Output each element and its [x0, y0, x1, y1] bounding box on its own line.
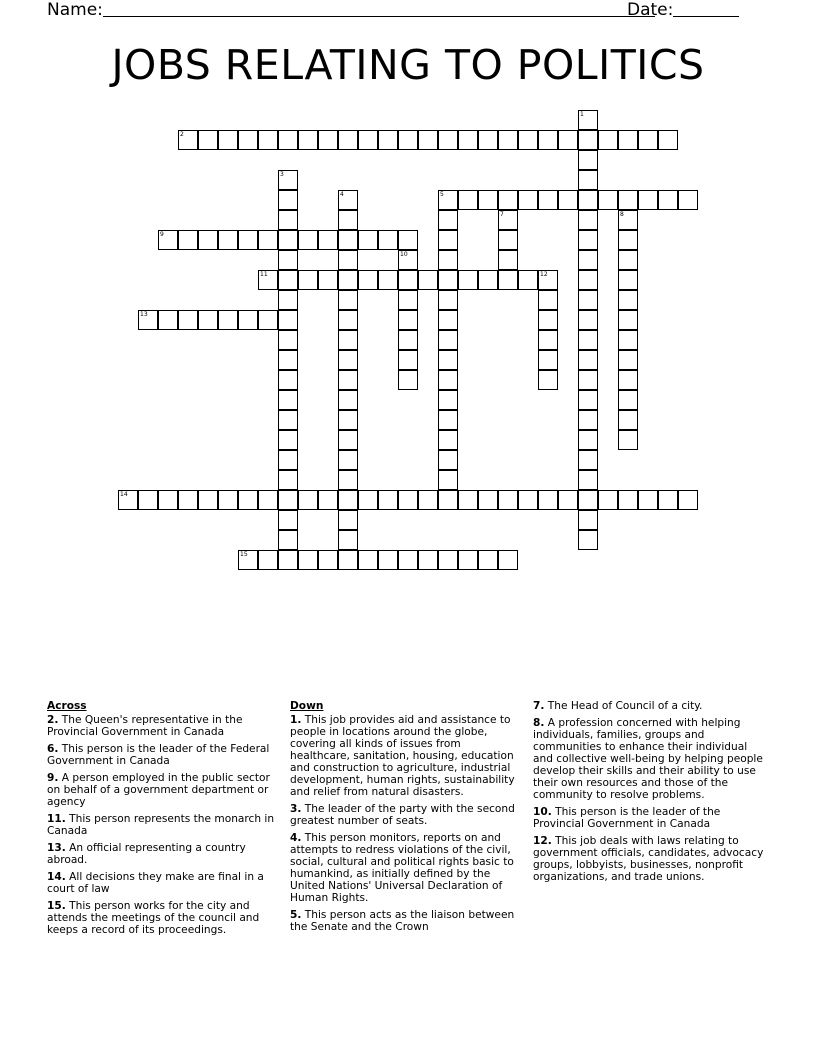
grid-cell[interactable] — [498, 550, 518, 570]
grid-cell[interactable] — [298, 230, 318, 250]
grid-cell[interactable] — [378, 550, 398, 570]
grid-cell[interactable] — [258, 550, 278, 570]
grid-cell[interactable] — [438, 550, 458, 570]
grid-cell[interactable] — [578, 190, 598, 210]
grid-cell[interactable] — [578, 410, 598, 430]
name-field[interactable] — [103, 16, 655, 17]
grid-cell[interactable] — [578, 470, 598, 490]
grid-cell[interactable] — [398, 230, 418, 250]
grid-cell[interactable] — [278, 290, 298, 310]
grid-cell[interactable] — [658, 490, 678, 510]
grid-cell[interactable] — [138, 310, 158, 330]
clue — [47, 871, 279, 895]
grid-cell[interactable] — [578, 350, 598, 370]
clue-number: 1. — [290, 714, 302, 726]
grid-cell[interactable] — [158, 230, 178, 250]
clue-text: A person employed in the public sector on behalf of a government department or agency — [47, 772, 270, 808]
clue — [290, 714, 522, 798]
clue-text: The leader of the party with the second greatest number of seats. — [290, 803, 515, 827]
clue-text: The Head of Council of a city. — [544, 700, 703, 712]
grid-cell[interactable] — [578, 270, 598, 290]
grid-cell[interactable] — [618, 190, 638, 210]
clue-text: All decisions they make are final in a court of law — [47, 871, 264, 895]
grid-cell[interactable] — [298, 270, 318, 290]
grid-cell[interactable] — [338, 430, 358, 450]
clue-number: 9. — [47, 772, 59, 784]
grid-cell[interactable] — [218, 490, 238, 510]
grid-cell[interactable] — [158, 310, 178, 330]
grid-cell[interactable] — [618, 410, 638, 430]
clue — [47, 842, 279, 866]
grid-cell[interactable] — [398, 250, 418, 270]
grid-cell[interactable] — [258, 270, 278, 290]
grid-cell[interactable] — [318, 230, 338, 250]
clue-text: This person is the leader of the Federal Government in Canada — [47, 743, 270, 767]
grid-cell[interactable] — [278, 550, 298, 570]
grid-cell[interactable] — [578, 490, 598, 510]
grid-cell[interactable] — [578, 150, 598, 170]
grid-cell[interactable] — [578, 230, 598, 250]
clue-number: 11. — [47, 813, 66, 825]
grid-cell[interactable] — [178, 230, 198, 250]
grid-cell[interactable] — [438, 290, 458, 310]
clue — [533, 806, 765, 830]
date-label: Date: — [627, 0, 674, 20]
grid-cell[interactable] — [518, 270, 538, 290]
clue-number: 14 — [120, 491, 128, 498]
grid-cell[interactable] — [438, 350, 458, 370]
clue-text: This person monitors, reports on and attempts to redress violations of the civil, social, cultural and political rights basic to humankind, as initially defined by the United Nations' Universal Declaration of Human Rights. — [290, 832, 514, 904]
grid-cell[interactable] — [218, 310, 238, 330]
grid-cell[interactable] — [618, 350, 638, 370]
grid-cell[interactable] — [498, 230, 518, 250]
grid-cell[interactable] — [618, 130, 638, 150]
clue-number: 2. — [47, 714, 59, 726]
grid-cell[interactable] — [558, 190, 578, 210]
grid-cell[interactable] — [618, 490, 638, 510]
grid-cell[interactable] — [538, 190, 558, 210]
grid-cell[interactable] — [338, 410, 358, 430]
grid-cell[interactable] — [458, 550, 478, 570]
clue-number: 4 — [340, 191, 344, 198]
grid-cell[interactable] — [338, 530, 358, 550]
clue-number: 3. — [290, 803, 302, 815]
grid-cell[interactable] — [618, 270, 638, 290]
grid-cell[interactable] — [338, 510, 358, 530]
grid-cell[interactable] — [138, 490, 158, 510]
grid-cell[interactable] — [578, 390, 598, 410]
grid-cell[interactable] — [578, 530, 598, 550]
grid-cell[interactable] — [278, 450, 298, 470]
grid-cell[interactable] — [438, 430, 458, 450]
grid-cell[interactable] — [398, 290, 418, 310]
grid-cell[interactable] — [618, 370, 638, 390]
grid-cell[interactable] — [458, 130, 478, 150]
grid-cell[interactable] — [578, 330, 598, 350]
header — [47, 0, 747, 22]
grid-cell[interactable] — [498, 210, 518, 230]
grid-cell[interactable] — [438, 370, 458, 390]
grid-cell[interactable] — [598, 190, 618, 210]
grid-cell[interactable] — [278, 330, 298, 350]
grid-cell[interactable] — [378, 270, 398, 290]
grid-cell[interactable] — [278, 230, 298, 250]
grid-cell[interactable] — [338, 250, 358, 270]
grid-cell[interactable] — [418, 270, 438, 290]
clue-number: 10 — [400, 251, 408, 258]
grid-cell[interactable] — [578, 310, 598, 330]
grid-cell[interactable] — [218, 130, 238, 150]
grid-cell[interactable] — [578, 510, 598, 530]
grid-cell[interactable] — [538, 270, 558, 290]
grid-cell[interactable] — [478, 130, 498, 150]
grid-cell[interactable] — [598, 490, 618, 510]
clue-number: 5. — [290, 909, 302, 921]
grid-cell[interactable] — [398, 270, 418, 290]
clue-text: An official representing a country abroad. — [47, 842, 246, 866]
grid-cell[interactable] — [578, 290, 598, 310]
clue-number: 7. — [533, 700, 545, 712]
grid-cell[interactable] — [238, 130, 258, 150]
clue-text: This job provides aid and assistance to people in locations around the globe, covering all kinds of issues from healthcare, sanitation, housing, education and construction to agriculture, industrial development, human rights, sustainability and relief from natural disasters. — [290, 714, 515, 798]
grid-cell[interactable] — [278, 170, 298, 190]
clue — [533, 835, 765, 883]
grid-cell[interactable] — [598, 130, 618, 150]
clue-number: 11 — [260, 271, 268, 278]
grid-cell[interactable] — [278, 510, 298, 530]
date-field[interactable] — [673, 16, 739, 17]
grid-cell[interactable] — [398, 350, 418, 370]
grid-cell[interactable] — [518, 130, 538, 150]
grid-cell[interactable] — [558, 490, 578, 510]
grid-cell[interactable] — [578, 250, 598, 270]
clue-text: A profession concerned with helping individuals, families, groups and communities to enhance their individual and collective well-being by helping people develop their skills and their ability to use their own resources and those of the community to resolve problems. — [533, 717, 763, 801]
grid-cell[interactable] — [438, 410, 458, 430]
clue-text: This person represents the monarch in Canada — [47, 813, 275, 837]
page-title: JOBS RELATING TO POLITICS — [111, 41, 705, 89]
grid-cell[interactable] — [318, 130, 338, 150]
across-clue-list — [47, 714, 279, 936]
grid-cell[interactable] — [258, 310, 278, 330]
grid-cell[interactable] — [218, 230, 238, 250]
grid-cell[interactable] — [638, 490, 658, 510]
grid-cell[interactable] — [438, 470, 458, 490]
grid-cell[interactable] — [178, 490, 198, 510]
grid-cell[interactable] — [618, 310, 638, 330]
grid-cell[interactable] — [358, 550, 378, 570]
grid-cell[interactable] — [278, 370, 298, 390]
grid-cell[interactable] — [618, 430, 638, 450]
grid-cell[interactable] — [278, 390, 298, 410]
clue — [47, 743, 279, 767]
grid-cell[interactable] — [438, 230, 458, 250]
clue — [47, 900, 279, 936]
down-clue-list — [290, 714, 522, 933]
grid-cell[interactable] — [198, 490, 218, 510]
grid-cell[interactable] — [458, 270, 478, 290]
clue-number: 6. — [47, 743, 59, 755]
grid-cell[interactable] — [638, 130, 658, 150]
grid-cell[interactable] — [638, 190, 658, 210]
grid-cell[interactable] — [358, 270, 378, 290]
down-clues-continued — [533, 700, 765, 888]
down-clues — [290, 700, 522, 938]
grid-cell[interactable] — [678, 190, 698, 210]
across-clues — [47, 700, 279, 941]
clue — [290, 803, 522, 827]
clue-number: 4. — [290, 832, 302, 844]
grid-cell[interactable] — [538, 310, 558, 330]
clue-text: This person acts as the liaison between the Senate and the Crown — [290, 909, 515, 933]
clue — [47, 714, 279, 738]
grid-cell[interactable] — [658, 130, 678, 150]
grid-cell[interactable] — [458, 490, 478, 510]
grid-cell[interactable] — [558, 130, 578, 150]
grid-cell[interactable] — [298, 130, 318, 150]
grid-cell[interactable] — [618, 230, 638, 250]
clue-number: 15 — [240, 551, 248, 558]
grid-cell[interactable] — [458, 190, 478, 210]
grid-cell[interactable] — [618, 330, 638, 350]
grid-cell[interactable] — [178, 130, 198, 150]
clue — [533, 717, 765, 801]
grid-cell[interactable] — [418, 550, 438, 570]
grid-cell[interactable] — [338, 370, 358, 390]
clue-text: This job deals with laws relating to government officials, candidates, advocacy groups, lobbyists, businesses, nonprofit organizations, and trade unions. — [533, 835, 764, 883]
grid-cell[interactable] — [398, 130, 418, 150]
grid-cell[interactable] — [398, 370, 418, 390]
grid-cell[interactable] — [318, 490, 338, 510]
clue — [290, 909, 522, 933]
grid-cell[interactable] — [538, 290, 558, 310]
grid-cell[interactable] — [198, 230, 218, 250]
clue — [290, 832, 522, 904]
grid-cell[interactable] — [338, 210, 358, 230]
grid-cell[interactable] — [578, 170, 598, 190]
grid-cell[interactable] — [538, 130, 558, 150]
grid-cell[interactable] — [578, 210, 598, 230]
grid-cell[interactable] — [338, 390, 358, 410]
grid-cell[interactable] — [438, 250, 458, 270]
grid-cell[interactable] — [438, 210, 458, 230]
grid-cell[interactable] — [498, 270, 518, 290]
grid-cell[interactable] — [278, 410, 298, 430]
grid-cell[interactable] — [438, 310, 458, 330]
clue-number: 3 — [280, 171, 284, 178]
grid-cell[interactable] — [538, 330, 558, 350]
grid-cell[interactable] — [438, 130, 458, 150]
grid-cell[interactable] — [538, 370, 558, 390]
grid-cell[interactable] — [278, 530, 298, 550]
grid-cell[interactable] — [258, 230, 278, 250]
clue-number: 12. — [533, 835, 552, 847]
grid-cell[interactable] — [578, 370, 598, 390]
grid-cell[interactable] — [378, 490, 398, 510]
grid-cell[interactable] — [338, 310, 358, 330]
grid-cell[interactable] — [338, 490, 358, 510]
grid-cell[interactable] — [578, 110, 598, 130]
grid-cell[interactable] — [498, 250, 518, 270]
across-heading: Across — [47, 700, 87, 712]
grid-cell[interactable] — [498, 190, 518, 210]
clue-number: 13. — [47, 842, 66, 854]
down-clue-list-continued — [533, 700, 765, 883]
grid-cell[interactable] — [478, 190, 498, 210]
clue-number: 9 — [160, 231, 164, 238]
clue-number: 7 — [500, 211, 504, 218]
grid-cell[interactable] — [178, 310, 198, 330]
grid-cell[interactable] — [398, 310, 418, 330]
grid-cell[interactable] — [238, 230, 258, 250]
grid-cell[interactable] — [378, 230, 398, 250]
grid-cell[interactable] — [438, 390, 458, 410]
grid-cell[interactable] — [278, 190, 298, 210]
grid-cell[interactable] — [578, 450, 598, 470]
grid-cell[interactable] — [338, 190, 358, 210]
clue-number: 2 — [180, 131, 184, 138]
grid-cell[interactable] — [378, 130, 398, 150]
grid-cell[interactable] — [438, 490, 458, 510]
grid-cell[interactable] — [258, 130, 278, 150]
grid-cell[interactable] — [518, 490, 538, 510]
grid-cell[interactable] — [578, 130, 598, 150]
grid-cell[interactable] — [478, 550, 498, 570]
grid-cell[interactable] — [578, 430, 598, 450]
clue-number: 5 — [440, 191, 444, 198]
clue — [47, 772, 279, 808]
grid-cell[interactable] — [418, 490, 438, 510]
grid-cell[interactable] — [118, 490, 138, 510]
grid-cell[interactable] — [398, 550, 418, 570]
grid-cell[interactable] — [538, 490, 558, 510]
clue-text: The Queen's representative in the Provincial Government in Canada — [47, 714, 243, 738]
grid-cell[interactable] — [338, 290, 358, 310]
grid-cell[interactable] — [658, 190, 678, 210]
grid-cell[interactable] — [438, 330, 458, 350]
grid-cell[interactable] — [278, 270, 298, 290]
grid-cell[interactable] — [318, 550, 338, 570]
grid-cell[interactable] — [338, 130, 358, 150]
grid-cell[interactable] — [278, 430, 298, 450]
grid-cell[interactable] — [398, 490, 418, 510]
clue-number: 15. — [47, 900, 66, 912]
grid-cell[interactable] — [478, 270, 498, 290]
grid-cell[interactable] — [278, 350, 298, 370]
grid-cell[interactable] — [338, 330, 358, 350]
grid-cell[interactable] — [258, 490, 278, 510]
grid-cell[interactable] — [358, 130, 378, 150]
grid-cell[interactable] — [358, 490, 378, 510]
grid-cell[interactable] — [618, 250, 638, 270]
grid-cell[interactable] — [318, 270, 338, 290]
grid-cell[interactable] — [438, 450, 458, 470]
grid-cell[interactable] — [158, 490, 178, 510]
grid-cell[interactable] — [298, 550, 318, 570]
grid-cell[interactable] — [338, 450, 358, 470]
grid-cell[interactable] — [438, 190, 458, 210]
grid-cell[interactable] — [678, 490, 698, 510]
grid-cell[interactable] — [358, 230, 378, 250]
clue-number: 12 — [540, 271, 548, 278]
down-heading: Down — [290, 700, 324, 712]
name-label: Name: — [47, 0, 103, 20]
grid-cell[interactable] — [618, 290, 638, 310]
grid-cell[interactable] — [498, 490, 518, 510]
grid-cell[interactable] — [278, 130, 298, 150]
grid-cell[interactable] — [398, 330, 418, 350]
grid-cell[interactable] — [338, 550, 358, 570]
grid-cell[interactable] — [278, 470, 298, 490]
grid-cell[interactable] — [498, 130, 518, 150]
grid-cell[interactable] — [338, 350, 358, 370]
grid-cell[interactable] — [338, 470, 358, 490]
clue — [47, 813, 279, 837]
grid-cell[interactable] — [298, 490, 318, 510]
grid-cell[interactable] — [418, 130, 438, 150]
grid-cell[interactable] — [278, 250, 298, 270]
clue-number: 10. — [533, 806, 552, 818]
grid-cell[interactable] — [198, 130, 218, 150]
grid-cell[interactable] — [518, 190, 538, 210]
clue-number: 8. — [533, 717, 545, 729]
grid-cell[interactable] — [238, 310, 258, 330]
grid-cell[interactable] — [338, 270, 358, 290]
clue-number: 14. — [47, 871, 66, 883]
grid-cell[interactable] — [438, 270, 458, 290]
clue-number: 13 — [140, 311, 148, 318]
grid-cell[interactable] — [278, 310, 298, 330]
grid-cell[interactable] — [238, 550, 258, 570]
grid-cell[interactable] — [198, 310, 218, 330]
grid-cell[interactable] — [238, 490, 258, 510]
clue-number: 1 — [580, 111, 584, 118]
clue-number: 8 — [620, 211, 624, 218]
grid-cell[interactable] — [278, 490, 298, 510]
grid-cell[interactable] — [538, 350, 558, 370]
clue-text: This person is the leader of the Provincial Government in Canada — [533, 806, 721, 830]
grid-cell[interactable] — [618, 210, 638, 230]
grid-cell[interactable] — [478, 490, 498, 510]
grid-cell[interactable] — [278, 210, 298, 230]
clue-text: This person works for the city and attends the meetings of the council and keeps a record of its proceedings. — [47, 900, 260, 936]
clue — [533, 700, 765, 712]
grid-cell[interactable] — [338, 230, 358, 250]
grid-cell[interactable] — [618, 390, 638, 410]
